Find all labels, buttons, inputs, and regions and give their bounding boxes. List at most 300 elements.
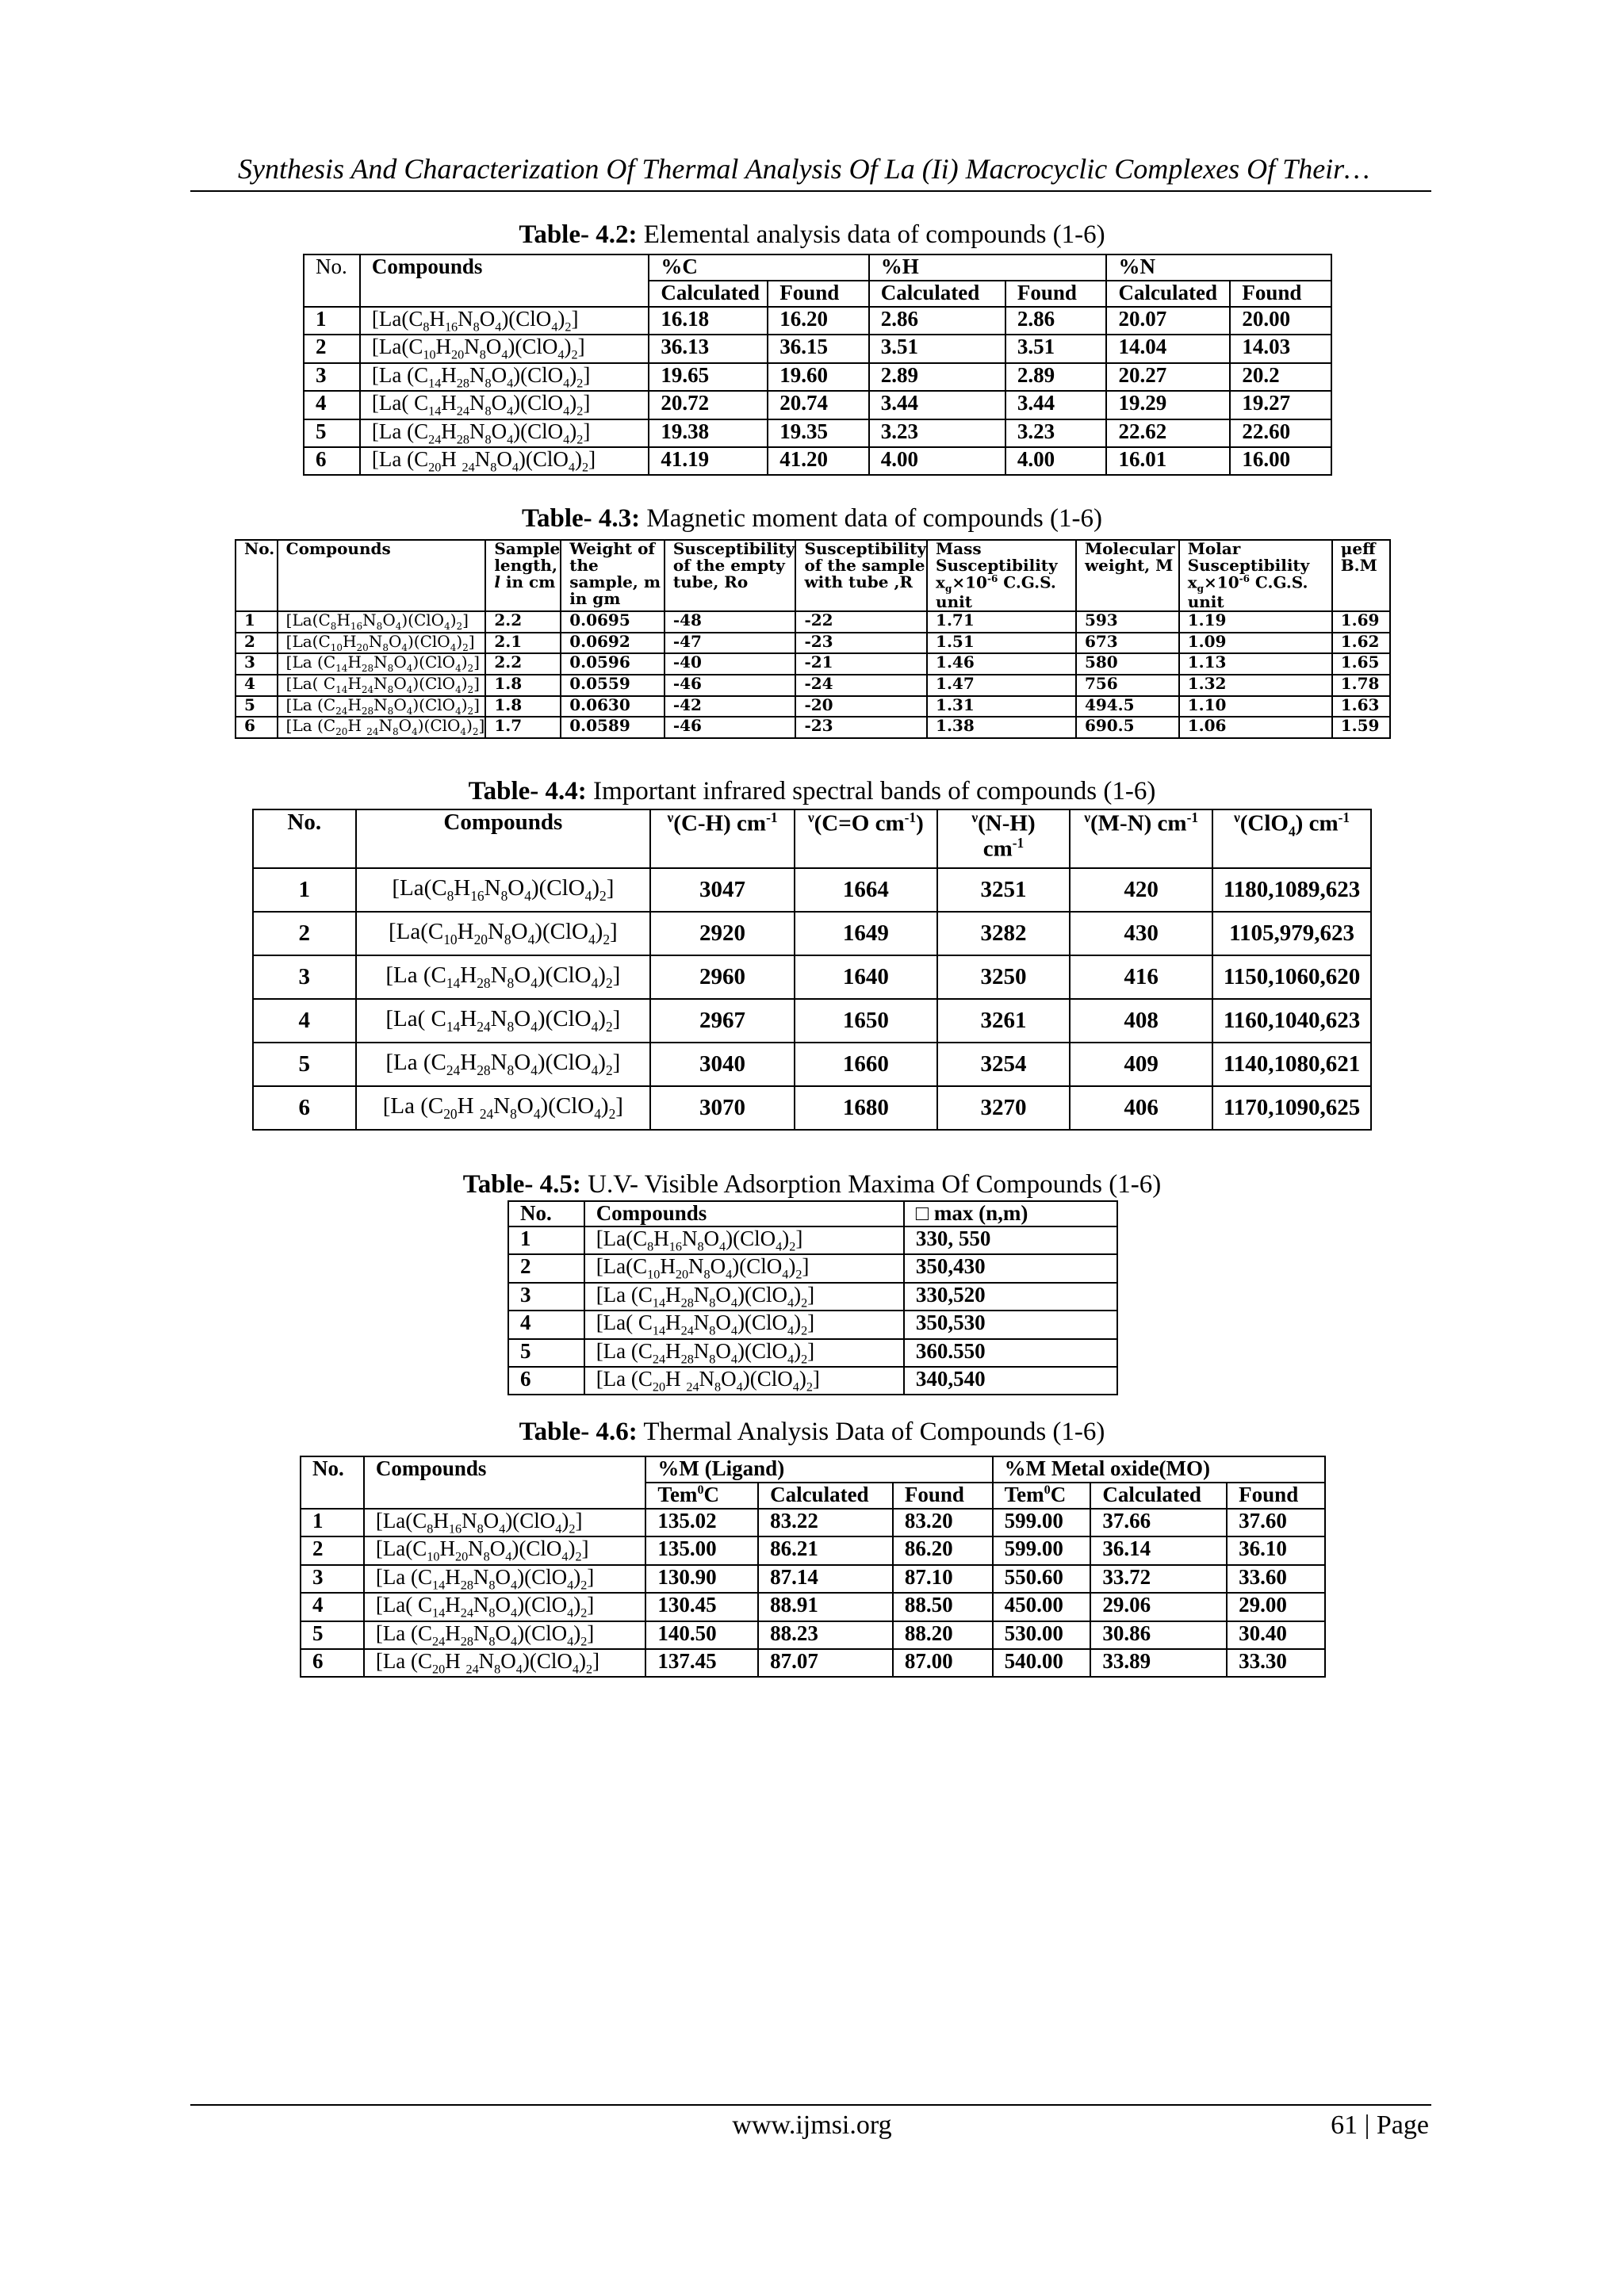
- table-row: [508, 1283, 1117, 1311]
- compound-formula: [La $(C_{24}H_{28}N_8O_4)(ClO_4)_2$]: [364, 1621, 646, 1649]
- row-number: 6: [236, 717, 278, 738]
- infrared-bands-table: [252, 809, 1372, 1131]
- row-number: 4: [301, 1593, 364, 1621]
- h-found: 4.00: [1005, 447, 1107, 475]
- ligand-found: 87.00: [893, 1649, 993, 1677]
- mass-susceptibility: 1.51: [927, 633, 1076, 654]
- table-row: [301, 1621, 1325, 1649]
- header-calculated: Calculated: [758, 1483, 893, 1509]
- n-calculated: 20.27: [1106, 363, 1230, 391]
- clo4-band: 1170,1090,625: [1212, 1086, 1371, 1130]
- mass-susceptibility: 1.38: [927, 717, 1076, 738]
- column-header: Sample length, l in cm: [485, 540, 561, 611]
- c-found: 19.35: [768, 419, 869, 447]
- row-number: 6: [301, 1649, 364, 1677]
- nh-band: 3251: [937, 868, 1071, 912]
- ligand-calculated: 87.07: [758, 1649, 893, 1677]
- row-number: 4: [304, 391, 360, 419]
- n-calculated: 20.07: [1106, 307, 1230, 335]
- header-found: Found: [1005, 281, 1107, 307]
- header-found: Found: [1230, 281, 1331, 307]
- header-row: [236, 540, 1390, 611]
- ligand-calculated: 86.21: [758, 1536, 893, 1564]
- sample-tube-susceptibility: -23: [795, 717, 927, 738]
- table-caption-title: Important infrared spectral bands of compounds (1-6): [586, 777, 1156, 806]
- h-found: 3.23: [1005, 419, 1107, 447]
- sample-length: 2.2: [485, 611, 561, 633]
- table-caption-title: U.V- Visible Adsorption Maxima Of Compounds (1-6): [580, 1170, 1162, 1199]
- lambda-max: 360.550: [904, 1339, 1117, 1367]
- compound-formula: $[La(C_8H_{16}N_8O_4)(ClO_4)_2]$: [278, 611, 486, 633]
- mn-band: 416: [1070, 955, 1212, 999]
- header-percent-c: %C: [649, 254, 868, 281]
- sample-weight: 0.0692: [561, 633, 665, 654]
- sample-tube-susceptibility: -20: [795, 696, 927, 718]
- molar-susceptibility: 1.09: [1179, 633, 1332, 654]
- row-number: 2: [236, 633, 278, 654]
- table-row: [304, 447, 1331, 475]
- table-caption-title: Elemental analysis data of compounds (1-6): [637, 220, 1105, 249]
- row-number: 2: [253, 912, 356, 955]
- compound-formula: $[La(C_{10}H_{20}N_8O_4)(ClO_4)_2]$: [584, 1254, 904, 1282]
- sample-length: 1.7: [485, 717, 561, 738]
- row-number: 6: [253, 1086, 356, 1130]
- oxide-temperature: 599.00: [993, 1509, 1091, 1536]
- table-row: [236, 696, 1390, 718]
- oxide-temperature: 540.00: [993, 1649, 1091, 1677]
- ligand-temperature: 130.90: [645, 1565, 758, 1593]
- table-row: [508, 1311, 1117, 1338]
- table-row: [253, 1043, 1371, 1086]
- molar-susceptibility: 1.32: [1179, 675, 1332, 696]
- header-percent-n: %N: [1106, 254, 1331, 281]
- header-temperature: Tem$^0$C: [993, 1483, 1091, 1509]
- co-band: 1660: [795, 1043, 937, 1086]
- empty-tube-susceptibility: -47: [665, 633, 796, 654]
- ligand-temperature: 140.50: [645, 1621, 758, 1649]
- column-header: Susceptibility of the empty tube, Ro: [665, 540, 796, 611]
- header-found: Found: [768, 281, 869, 307]
- column-header: No.: [253, 809, 356, 868]
- compound-formula: $[La(C_{10}H_{20}N_8O_4)(ClO_4)_2]$: [364, 1536, 646, 1564]
- n-calculated: 22.62: [1106, 419, 1230, 447]
- clo4-band: 1180,1089,623: [1212, 868, 1371, 912]
- ch-band: 3040: [650, 1043, 795, 1086]
- table-row: [301, 1509, 1325, 1536]
- compound-formula: [La $(C_{14}H_{28}N_8O_4)(ClO_4)_2$]: [364, 1565, 646, 1593]
- c-found: 19.60: [768, 363, 869, 391]
- column-header: $^\nu$(N-H) $cm^{-1}$: [937, 809, 1071, 868]
- h-calculated: 3.44: [869, 391, 1005, 419]
- compound-formula: [La ($C_{20}H$ $_{24}N_8O_4)(ClO_4)_2$]: [278, 717, 486, 738]
- c-calculated: 19.65: [649, 363, 768, 391]
- mu-eff: 1.59: [1332, 717, 1390, 738]
- table-row: [253, 999, 1371, 1043]
- mu-eff: 1.65: [1332, 653, 1390, 675]
- column-header: $^\nu$(C=O $cm^{-1}$): [795, 809, 937, 868]
- n-found: 16.00: [1230, 447, 1331, 475]
- table-row: [236, 653, 1390, 675]
- co-band: 1680: [795, 1086, 937, 1130]
- ligand-temperature: 135.02: [645, 1509, 758, 1536]
- table-caption-label: Table- 4.6:: [519, 1418, 638, 1446]
- table-row: [236, 611, 1390, 633]
- footer-page-number: 61 | Page: [1331, 2110, 1429, 2140]
- table-row: [253, 912, 1371, 955]
- ch-band: 2920: [650, 912, 795, 955]
- row-number: 1: [301, 1509, 364, 1536]
- oxide-temperature: 450.00: [993, 1593, 1091, 1621]
- n-found: 22.60: [1230, 419, 1331, 447]
- compound-formula: [La ($C_{20}H$ $_{24}N_8O_4)(ClO_4)_2$]: [356, 1086, 651, 1130]
- ligand-temperature: 137.45: [645, 1649, 758, 1677]
- header-calculated: Calculated: [649, 281, 768, 307]
- mu-eff: 1.78: [1332, 675, 1390, 696]
- oxide-found: 33.30: [1227, 1649, 1325, 1677]
- footer-url: www.ijmsi.org: [732, 2110, 892, 2140]
- mn-band: 406: [1070, 1086, 1212, 1130]
- column-header: Molar Susceptibility $x_g\times 10^{-6}$ C.G.S. unit: [1179, 540, 1332, 611]
- mass-susceptibility: 1.47: [927, 675, 1076, 696]
- sample-length: 1.8: [485, 675, 561, 696]
- row-number: 6: [508, 1367, 584, 1395]
- row-number: 2: [508, 1254, 584, 1282]
- n-found: 14.03: [1230, 335, 1331, 362]
- table-4-2-caption: [0, 220, 1624, 250]
- ligand-temperature: 130.45: [645, 1593, 758, 1621]
- table-4-4-caption: [0, 777, 1624, 806]
- compound-formula: [La( $C_{14}H_{24}N_8O_4)(ClO_4)_2$]: [360, 391, 649, 419]
- molar-susceptibility: 1.13: [1179, 653, 1332, 675]
- table-row: [236, 675, 1390, 696]
- ch-band: 2967: [650, 999, 795, 1043]
- compound-formula: [La $(C_{14}H_{28}N_8O_4)(ClO_4)_2$]: [356, 955, 651, 999]
- table-4-5-caption: [0, 1170, 1624, 1200]
- n-found: 20.00: [1230, 307, 1331, 335]
- molar-susceptibility: 1.06: [1179, 717, 1332, 738]
- header-no: No.: [301, 1456, 364, 1509]
- lambda-max: 340,540: [904, 1367, 1117, 1395]
- compound-formula: $[La(C_8H_{16}N_8O_4)(ClO_4)_2]$: [364, 1509, 646, 1536]
- nh-band: 3250: [937, 955, 1071, 999]
- nh-band: 3261: [937, 999, 1071, 1043]
- mn-band: 420: [1070, 868, 1212, 912]
- sample-weight: 0.0596: [561, 653, 665, 675]
- c-found: 41.20: [768, 447, 869, 475]
- molar-susceptibility: 1.10: [1179, 696, 1332, 718]
- compound-formula: $[La(C_{10}H_{20}N_8O_4)(ClO_4)_2]$: [360, 335, 649, 362]
- table-row: [508, 1254, 1117, 1282]
- header-no: No.: [304, 254, 360, 307]
- table-row: [508, 1367, 1117, 1395]
- molecular-weight: 673: [1076, 633, 1179, 654]
- oxide-calculated: 36.14: [1090, 1536, 1227, 1564]
- row-number: 1: [304, 307, 360, 335]
- ch-band: 3047: [650, 868, 795, 912]
- row-number: 1: [253, 868, 356, 912]
- compound-formula: $[La(C_8H_{16}N_8O_4)(ClO_4)_2]$: [584, 1226, 904, 1254]
- c-calculated: 19.38: [649, 419, 768, 447]
- table-4-3-caption: [0, 504, 1624, 534]
- nh-band: 3270: [937, 1086, 1071, 1130]
- table-row: [304, 363, 1331, 391]
- column-header: Susceptibility of the sample with tube ,R: [795, 540, 927, 611]
- ligand-found: 86.20: [893, 1536, 993, 1564]
- ch-band: 2960: [650, 955, 795, 999]
- header-calculated: Calculated: [1106, 281, 1230, 307]
- table-row: [304, 419, 1331, 447]
- oxide-calculated: 33.89: [1090, 1649, 1227, 1677]
- sample-weight: 0.0559: [561, 675, 665, 696]
- oxide-found: 33.60: [1227, 1565, 1325, 1593]
- lambda-max: 330,520: [904, 1283, 1117, 1311]
- row-number: 1: [236, 611, 278, 633]
- row-number: 4: [236, 675, 278, 696]
- row-number: 1: [508, 1226, 584, 1254]
- compound-formula: [La $(C_{14}H_{28}N_8O_4)(ClO_4)_2$]: [278, 653, 486, 675]
- running-header: Synthesis And Characterization Of Thermal Analysis Of La (Ii) Macrocyclic Complexes Of Their…: [238, 153, 1370, 185]
- compound-formula: [La( $C_{14}H_{24}N_8O_4)(ClO_4)_2$]: [356, 999, 651, 1043]
- row-number: 4: [253, 999, 356, 1043]
- sample-tube-susceptibility: -21: [795, 653, 927, 675]
- mass-susceptibility: 1.71: [927, 611, 1076, 633]
- oxide-temperature: 550.60: [993, 1565, 1091, 1593]
- h-calculated: 2.86: [869, 307, 1005, 335]
- compound-formula: [La ($C_{20}H$ $_{24}N_8O_4)(ClO_4)_2$]: [364, 1649, 646, 1677]
- sample-tube-susceptibility: -23: [795, 633, 927, 654]
- molecular-weight: 494.5: [1076, 696, 1179, 718]
- oxide-temperature: 599.00: [993, 1536, 1091, 1564]
- row-number: 3: [301, 1565, 364, 1593]
- compound-formula: [La $(C_{14}H_{28}N_8O_4)(ClO_4)_2$]: [584, 1283, 904, 1311]
- table-caption-label: Table- 4.4:: [468, 777, 587, 806]
- table-row: [304, 391, 1331, 419]
- row-number: 5: [508, 1339, 584, 1367]
- column-header: Compounds: [584, 1201, 904, 1226]
- ch-band: 3070: [650, 1086, 795, 1130]
- empty-tube-susceptibility: -46: [665, 717, 796, 738]
- mass-susceptibility: 1.31: [927, 696, 1076, 718]
- column-header: $^\nu$(C-H) $cm^{-1}$: [650, 809, 795, 868]
- ligand-found: 83.20: [893, 1509, 993, 1536]
- thermal-analysis-table: [300, 1456, 1326, 1678]
- h-calculated: 3.23: [869, 419, 1005, 447]
- oxide-temperature: 530.00: [993, 1621, 1091, 1649]
- column-header: Compounds: [356, 809, 651, 868]
- molar-susceptibility: 1.19: [1179, 611, 1332, 633]
- clo4-band: 1160,1040,623: [1212, 999, 1371, 1043]
- row-number: 3: [253, 955, 356, 999]
- column-header: No.: [236, 540, 278, 611]
- c-found: 20.74: [768, 391, 869, 419]
- c-found: 16.20: [768, 307, 869, 335]
- compound-formula: [La $(C_{24}H_{28}N_8O_4)(ClO_4)_2$]: [356, 1043, 651, 1086]
- empty-tube-susceptibility: -48: [665, 611, 796, 633]
- c-calculated: 20.72: [649, 391, 768, 419]
- table-row: [508, 1226, 1117, 1254]
- footer-rule: [190, 2104, 1431, 2106]
- header-calculated: Calculated: [1090, 1483, 1227, 1509]
- header-metal-oxide: %M Metal oxide(MO): [993, 1456, 1325, 1483]
- row-number: 2: [304, 335, 360, 362]
- row-number: 5: [301, 1621, 364, 1649]
- molecular-weight: 690.5: [1076, 717, 1179, 738]
- ligand-calculated: 83.22: [758, 1509, 893, 1536]
- co-band: 1640: [795, 955, 937, 999]
- n-found: 20.2: [1230, 363, 1331, 391]
- header-compounds: Compounds: [364, 1456, 646, 1509]
- compound-formula: [La( $C_{14}H_{24}N_8O_4)(ClO_4)_2$]: [278, 675, 486, 696]
- compound-formula: [La ($C_{20}H$ $_{24}N_8O_4)(ClO_4)_2$]: [584, 1367, 904, 1395]
- co-band: 1649: [795, 912, 937, 955]
- lambda-max: 330, 550: [904, 1226, 1117, 1254]
- co-band: 1664: [795, 868, 937, 912]
- c-calculated: 41.19: [649, 447, 768, 475]
- header-rule: [190, 190, 1431, 192]
- table-row: [236, 633, 1390, 654]
- n-calculated: 14.04: [1106, 335, 1230, 362]
- column-header: Compounds: [278, 540, 486, 611]
- h-found: 3.51: [1005, 335, 1107, 362]
- table-row: [304, 307, 1331, 335]
- ligand-calculated: 88.91: [758, 1593, 893, 1621]
- table-row: [253, 868, 1371, 912]
- mu-eff: 1.63: [1332, 696, 1390, 718]
- header-found: Found: [1227, 1483, 1325, 1509]
- oxide-found: 36.10: [1227, 1536, 1325, 1564]
- ligand-calculated: 87.14: [758, 1565, 893, 1593]
- molecular-weight: 593: [1076, 611, 1179, 633]
- clo4-band: 1105,979,623: [1212, 912, 1371, 955]
- table-4-6-caption: [0, 1418, 1624, 1447]
- n-calculated: 19.29: [1106, 391, 1230, 419]
- table-row: [301, 1593, 1325, 1621]
- column-header: $^\nu$(M-N) $cm^{-1}$: [1070, 809, 1212, 868]
- lambda-max: 350,530: [904, 1311, 1117, 1338]
- oxide-calculated: 33.72: [1090, 1565, 1227, 1593]
- h-calculated: 3.51: [869, 335, 1005, 362]
- empty-tube-susceptibility: -42: [665, 696, 796, 718]
- table-row: [304, 335, 1331, 362]
- uv-visible-table: [508, 1200, 1118, 1395]
- column-header: $^\nu$(ClO$_4$) $cm^{-1}$: [1212, 809, 1371, 868]
- mn-band: 430: [1070, 912, 1212, 955]
- ligand-found: 87.10: [893, 1565, 993, 1593]
- molecular-weight: 756: [1076, 675, 1179, 696]
- compound-formula: [La( $C_{14}H_{24}N_8O_4)(ClO_4)_2$]: [364, 1593, 646, 1621]
- compound-formula: [La $(C_{24}H_{28}N_8O_4)(ClO_4)_2$]: [278, 696, 486, 718]
- n-found: 19.27: [1230, 391, 1331, 419]
- row-number: 2: [301, 1536, 364, 1564]
- mn-band: 409: [1070, 1043, 1212, 1086]
- sample-weight: 0.0695: [561, 611, 665, 633]
- table-row: [301, 1565, 1325, 1593]
- row-number: 5: [253, 1043, 356, 1086]
- table-row: [236, 717, 1390, 738]
- oxide-calculated: 37.66: [1090, 1509, 1227, 1536]
- header-row: [508, 1201, 1117, 1226]
- compound-formula: $[La(C_8H_{16}N_8O_4)(ClO_4)_2]$: [360, 307, 649, 335]
- h-calculated: 4.00: [869, 447, 1005, 475]
- table-caption-label: Table- 4.3:: [522, 504, 641, 533]
- table-caption-title: Magnetic moment data of compounds (1-6): [640, 504, 1102, 533]
- nh-band: 3282: [937, 912, 1071, 955]
- compound-formula: [La $(C_{24}H_{28}N_8O_4)(ClO_4)_2$]: [584, 1339, 904, 1367]
- row-number: 5: [236, 696, 278, 718]
- header-calculated: Calculated: [869, 281, 1005, 307]
- table-caption-title: Thermal Analysis Data of Compounds (1-6): [637, 1418, 1105, 1446]
- elemental-analysis-table: [303, 254, 1332, 476]
- row-number: 3: [236, 653, 278, 675]
- compound-formula: $[La(C_{10}H_{20}N_8O_4)(ClO_4)_2]$: [356, 912, 651, 955]
- sample-tube-susceptibility: -24: [795, 675, 927, 696]
- compound-formula: [La $(C_{24}H_{28}N_8O_4)(ClO_4)_2$]: [360, 419, 649, 447]
- compound-formula: [La $(C_{14}H_{28}N_8O_4)(ClO_4)_2$]: [360, 363, 649, 391]
- oxide-found: 30.40: [1227, 1621, 1325, 1649]
- header-percent-h: %H: [869, 254, 1107, 281]
- nh-band: 3254: [937, 1043, 1071, 1086]
- empty-tube-susceptibility: -46: [665, 675, 796, 696]
- mu-eff: 1.62: [1332, 633, 1390, 654]
- sample-length: 2.1: [485, 633, 561, 654]
- ligand-temperature: 135.00: [645, 1536, 758, 1564]
- row-number: 3: [304, 363, 360, 391]
- h-found: 2.89: [1005, 363, 1107, 391]
- row-number: 4: [508, 1311, 584, 1338]
- header-found: Found: [893, 1483, 993, 1509]
- table-row: [508, 1339, 1117, 1367]
- column-header: Mass Susceptibility $x_g\times 10^{-6}$ C.G.S. unit: [927, 540, 1076, 611]
- table-caption-label: Table- 4.5:: [462, 1170, 581, 1199]
- table-row: [301, 1649, 1325, 1677]
- h-calculated: 2.89: [869, 363, 1005, 391]
- mn-band: 408: [1070, 999, 1212, 1043]
- h-found: 2.86: [1005, 307, 1107, 335]
- column-header: Molecular weight, M: [1076, 540, 1179, 611]
- row-number: 6: [304, 447, 360, 475]
- row-number: 5: [304, 419, 360, 447]
- mass-susceptibility: 1.46: [927, 653, 1076, 675]
- c-found: 36.15: [768, 335, 869, 362]
- column-header: μeff B.M: [1332, 540, 1390, 611]
- compound-formula: [La ($C_{20}H$ $_{24}N_8O_4)(ClO_4)_2$]: [360, 447, 649, 475]
- column-header: □ max (n,m): [904, 1201, 1117, 1226]
- empty-tube-susceptibility: -40: [665, 653, 796, 675]
- ligand-found: 88.20: [893, 1621, 993, 1649]
- h-found: 3.44: [1005, 391, 1107, 419]
- header-temperature: Tem$^0$C: [645, 1483, 758, 1509]
- compound-formula: $[La(C_8H_{16}N_8O_4)(ClO_4)_2]$: [356, 868, 651, 912]
- oxide-calculated: 30.86: [1090, 1621, 1227, 1649]
- c-calculated: 36.13: [649, 335, 768, 362]
- c-calculated: 16.18: [649, 307, 768, 335]
- co-band: 1650: [795, 999, 937, 1043]
- header-ligand: %M (Ligand): [645, 1456, 992, 1483]
- compound-formula: [La( $C_{14}H_{24}N_8O_4)(ClO_4)_2$]: [584, 1311, 904, 1338]
- magnetic-moment-table: [235, 539, 1391, 739]
- compound-formula: $[La(C_{10}H_{20}N_8O_4)(ClO_4)_2]$: [278, 633, 486, 654]
- table-row: [253, 955, 1371, 999]
- header-row: [253, 809, 1371, 868]
- table-caption-label: Table- 4.2:: [519, 220, 638, 249]
- ligand-calculated: 88.23: [758, 1621, 893, 1649]
- sample-length: 1.8: [485, 696, 561, 718]
- mu-eff: 1.69: [1332, 611, 1390, 633]
- ligand-found: 88.50: [893, 1593, 993, 1621]
- table-row: [301, 1536, 1325, 1564]
- molecular-weight: 580: [1076, 653, 1179, 675]
- column-header: No.: [508, 1201, 584, 1226]
